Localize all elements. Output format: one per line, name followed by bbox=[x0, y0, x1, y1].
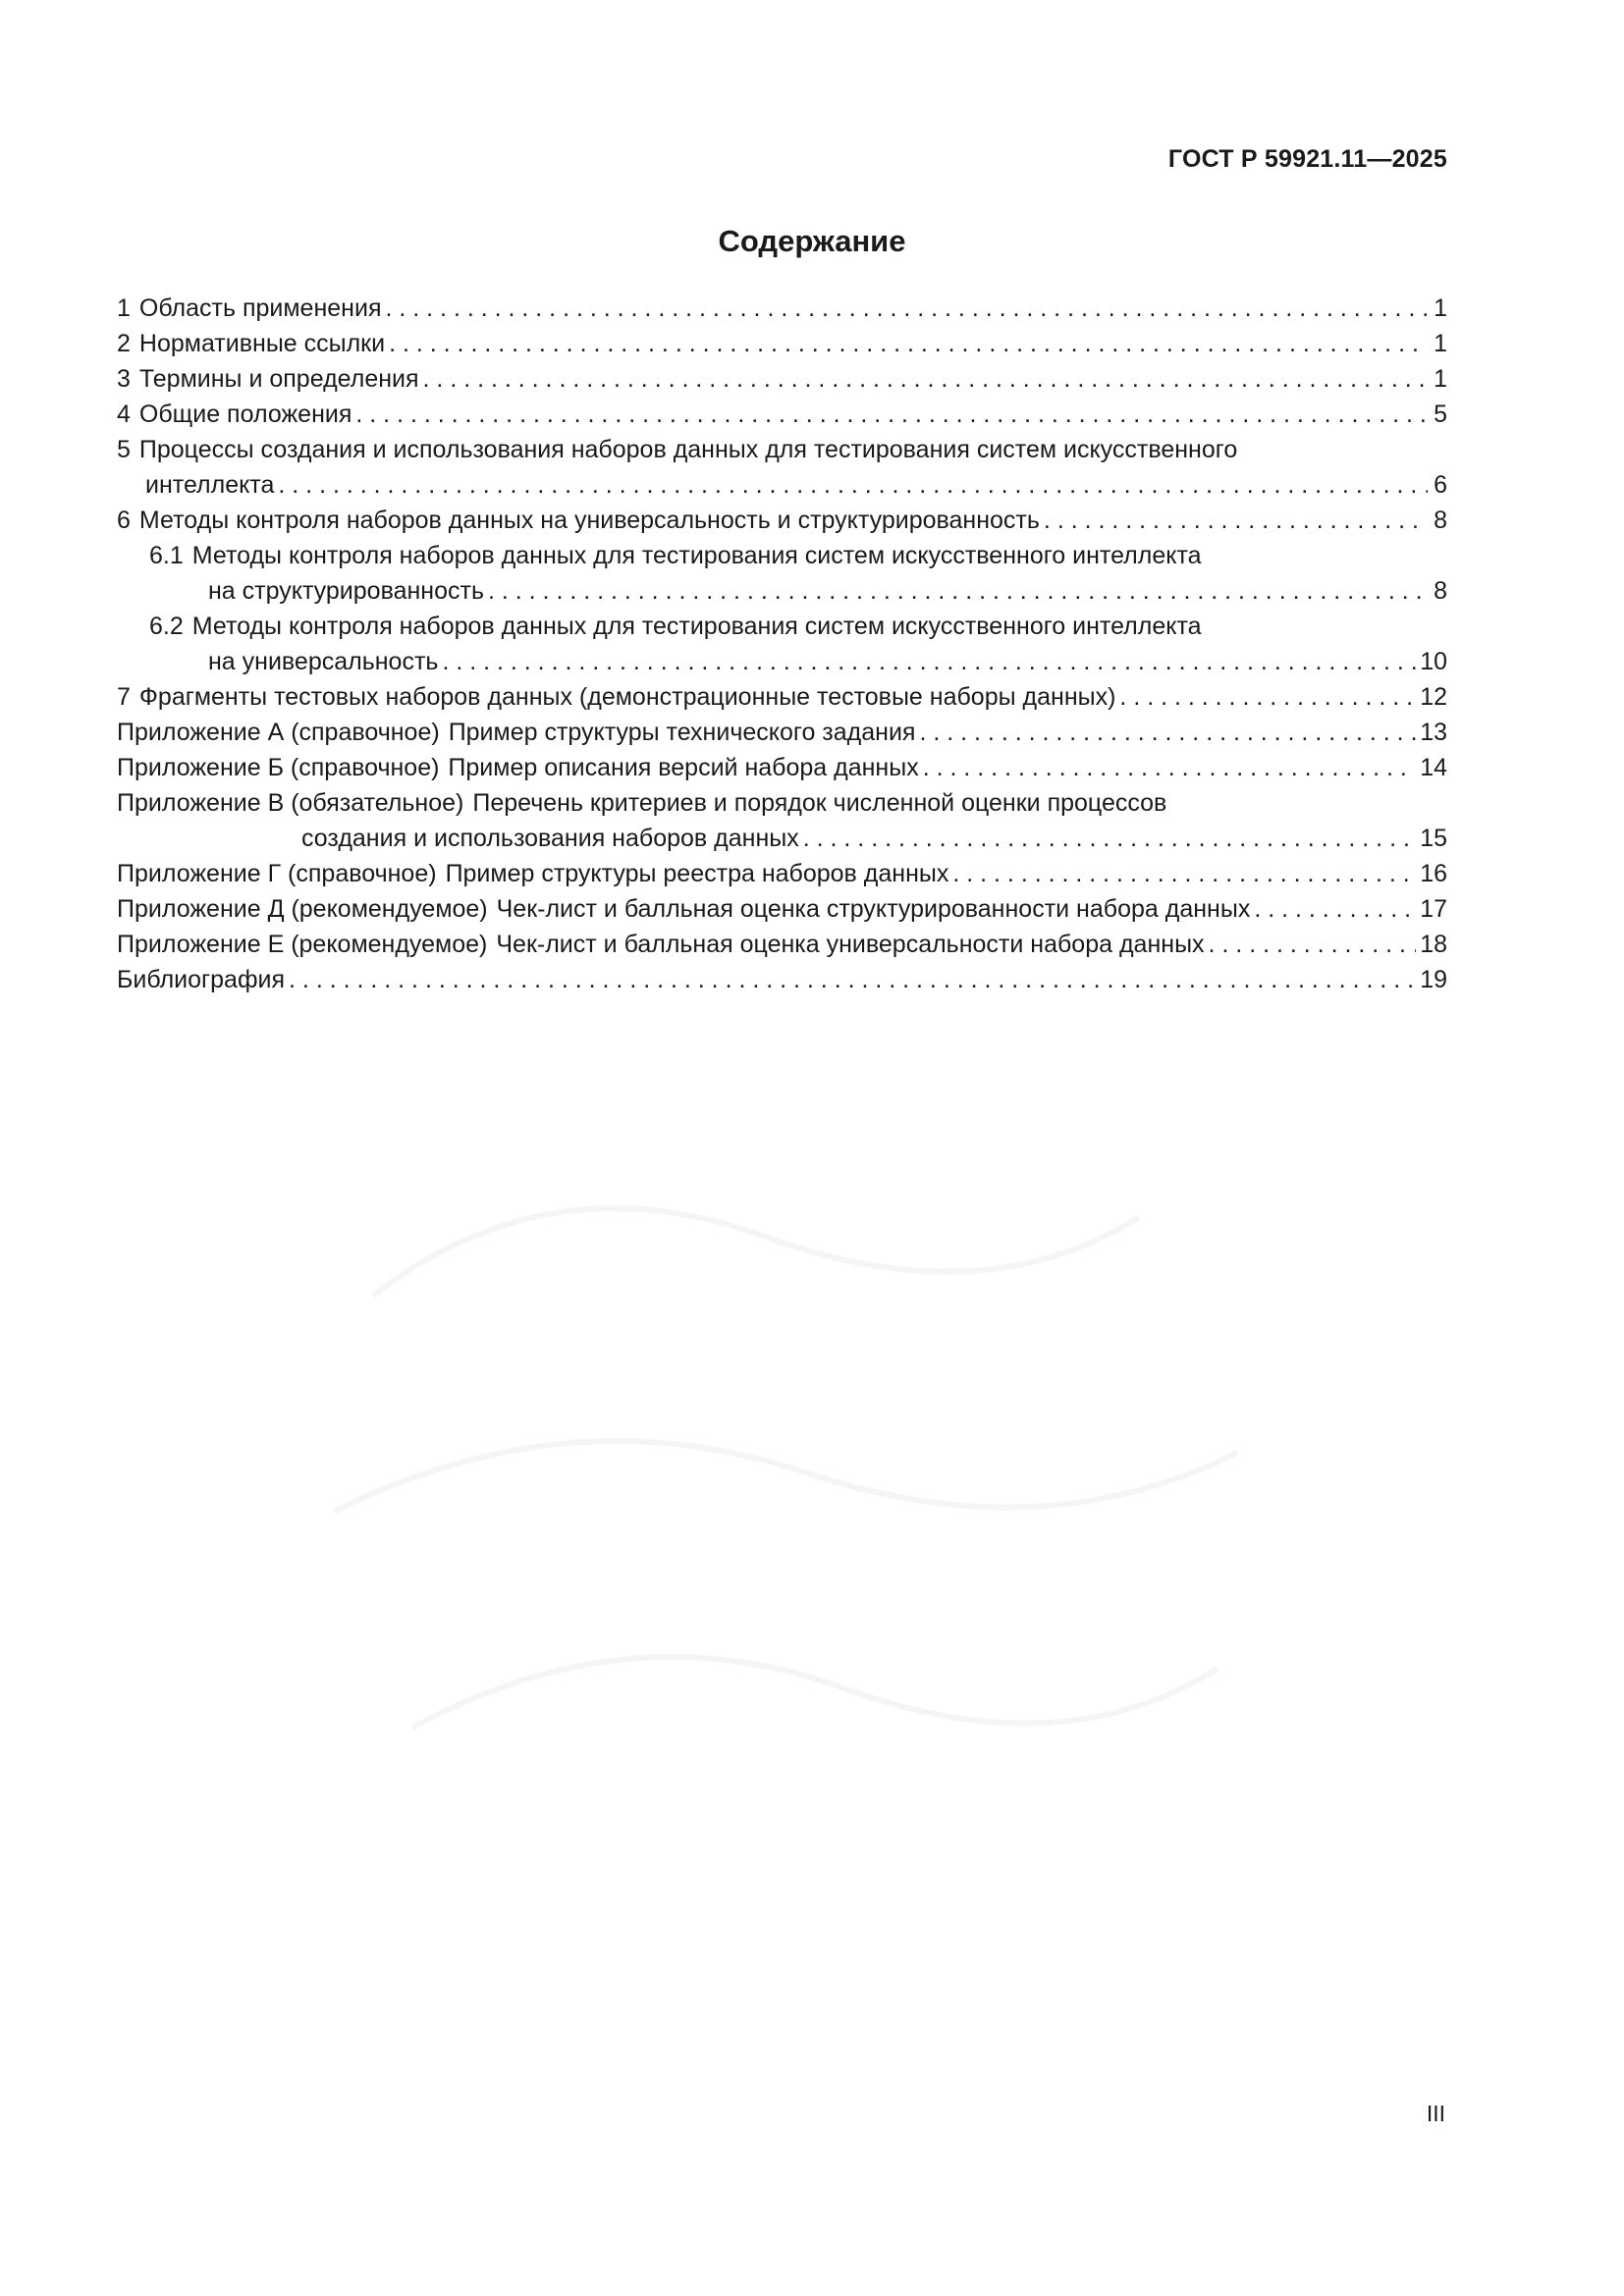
toc-entry-number: 6 bbox=[117, 507, 131, 534]
toc-page-number: 14 bbox=[1420, 754, 1447, 781]
toc-dot-leader bbox=[488, 573, 1428, 609]
table-of-contents bbox=[117, 291, 1447, 997]
toc-entry-title-line-2: интеллекта bbox=[145, 471, 275, 499]
page-number: III bbox=[1426, 2101, 1445, 2126]
toc-page-number: 18 bbox=[1420, 931, 1447, 958]
toc-dot-leader bbox=[919, 715, 1416, 750]
toc-entry-title-line-1: Перечень критериев и порядок численной оценки процессов bbox=[472, 789, 1167, 817]
toc-entry-title: Пример структуры реестра наборов данных bbox=[445, 860, 949, 887]
toc-entry-4[interactable] bbox=[117, 397, 1447, 432]
toc-page-number: 15 bbox=[1420, 825, 1447, 852]
toc-appendix-label: Приложение Г (справочное) bbox=[117, 860, 437, 887]
toc-entry-appendix-d[interactable] bbox=[117, 891, 1447, 927]
toc-page-number: 5 bbox=[1434, 400, 1447, 428]
toc-page-number: 12 bbox=[1420, 683, 1447, 711]
toc-entry-title-line-2: на универсальность bbox=[208, 648, 439, 675]
toc-dot-leader bbox=[355, 397, 1428, 432]
toc-dot-leader bbox=[803, 821, 1416, 856]
toc-page-number: 13 bbox=[1420, 719, 1447, 746]
toc-entry-2[interactable] bbox=[117, 326, 1447, 361]
toc-page-number: 1 bbox=[1434, 365, 1447, 393]
toc-entry-6-2[interactable] bbox=[117, 609, 1447, 679]
toc-page-number: 8 bbox=[1434, 577, 1447, 605]
toc-entry-title-line-1: Методы контроля наборов данных для тестирования систем искусственного интеллекта bbox=[191, 613, 1202, 640]
toc-dot-leader bbox=[1119, 679, 1416, 715]
toc-entry-title: Общие положения bbox=[138, 400, 352, 428]
toc-dot-leader bbox=[1254, 891, 1416, 927]
toc-entry-number: 4 bbox=[117, 400, 131, 428]
toc-entry-appendix-a[interactable] bbox=[117, 715, 1447, 750]
toc-dot-leader bbox=[952, 856, 1416, 891]
toc-page-number: 6 bbox=[1434, 471, 1447, 499]
toc-entry-number: 3 bbox=[117, 365, 131, 393]
toc-entry-7[interactable] bbox=[117, 679, 1447, 715]
toc-page-number: 10 bbox=[1420, 648, 1447, 675]
toc-entry-title: Чек-лист и балльная оценка универсальности набора данных bbox=[496, 931, 1205, 958]
toc-title: Содержание bbox=[718, 224, 906, 258]
toc-entry-5[interactable] bbox=[117, 432, 1447, 503]
document-code: ГОСТ Р 59921.11—2025 bbox=[1167, 145, 1447, 173]
toc-entry-number: 2 bbox=[117, 330, 131, 357]
toc-entry-title: Методы контроля наборов данных на универсальность и структурированность bbox=[138, 507, 1040, 534]
toc-dot-leader bbox=[389, 326, 1428, 361]
toc-entry-appendix-e[interactable] bbox=[117, 927, 1447, 962]
toc-page-number: 8 bbox=[1434, 507, 1447, 534]
toc-entry-title: Термины и определения bbox=[138, 365, 419, 393]
toc-entry-appendix-b[interactable] bbox=[117, 750, 1447, 785]
toc-page-number: 17 bbox=[1420, 895, 1447, 923]
toc-entry-title-line-1: Процессы создания и использования наборов данных для тестирования систем искусственного bbox=[138, 436, 1238, 463]
toc-page-number: 1 bbox=[1434, 294, 1447, 322]
toc-entry-title: Фрагменты тестовых наборов данных (демонстрационные тестовые наборы данных) bbox=[138, 683, 1116, 711]
toc-entry-number: 1 bbox=[117, 294, 131, 322]
toc-entry-appendix-g[interactable] bbox=[117, 856, 1447, 891]
toc-entry-number: 6.2 bbox=[149, 613, 184, 640]
toc-entry-title: Область применения bbox=[138, 294, 382, 322]
toc-appendix-label: Приложение Д (рекомендуемое) bbox=[117, 895, 488, 923]
toc-entry-6[interactable] bbox=[117, 503, 1447, 538]
toc-entry-title: Библиография bbox=[117, 966, 286, 993]
toc-dot-leader bbox=[442, 644, 1416, 679]
toc-entry-6-1[interactable] bbox=[117, 538, 1447, 609]
toc-dot-leader bbox=[278, 467, 1428, 503]
toc-entry-title-line-1: Методы контроля наборов данных для тестирования систем искусственного интеллекта bbox=[191, 542, 1202, 569]
toc-appendix-label: Приложение Е (рекомендуемое) bbox=[117, 931, 488, 958]
toc-entry-title-line-2: создания и использования наборов данных bbox=[301, 825, 799, 852]
toc-page-number: 16 bbox=[1420, 860, 1447, 887]
toc-entry-title: Пример описания версий набора данных bbox=[448, 754, 919, 781]
toc-entry-1[interactable] bbox=[117, 291, 1447, 326]
toc-dot-leader bbox=[923, 750, 1416, 785]
toc-entry-number: 5 bbox=[117, 436, 131, 463]
toc-dot-leader bbox=[385, 291, 1428, 326]
toc-entry-title: Нормативные ссылки bbox=[138, 330, 386, 357]
toc-entry-title: Чек-лист и балльная оценка структурированности набора данных bbox=[496, 895, 1251, 923]
toc-entry-3[interactable] bbox=[117, 361, 1447, 397]
faint-watermark bbox=[255, 1041, 1335, 1924]
toc-dot-leader bbox=[1209, 927, 1417, 962]
toc-entry-title: Пример структуры технического задания bbox=[448, 719, 916, 746]
toc-page-number: 19 bbox=[1420, 966, 1447, 993]
toc-appendix-label: Приложение В (обязательное) bbox=[117, 789, 464, 817]
toc-dot-leader bbox=[289, 962, 1416, 997]
toc-appendix-label: Приложение А (справочное) bbox=[117, 719, 440, 746]
toc-page-number: 1 bbox=[1434, 330, 1447, 357]
toc-appendix-label: Приложение Б (справочное) bbox=[117, 754, 440, 781]
toc-entry-appendix-v[interactable] bbox=[117, 785, 1447, 856]
toc-entry-title-line-2: на структурированность bbox=[208, 577, 484, 605]
toc-dot-leader bbox=[1044, 503, 1428, 538]
toc-entry-bibliography[interactable] bbox=[117, 962, 1447, 997]
toc-dot-leader bbox=[423, 361, 1428, 397]
toc-entry-number: 7 bbox=[117, 683, 131, 711]
toc-entry-number: 6.1 bbox=[149, 542, 184, 569]
